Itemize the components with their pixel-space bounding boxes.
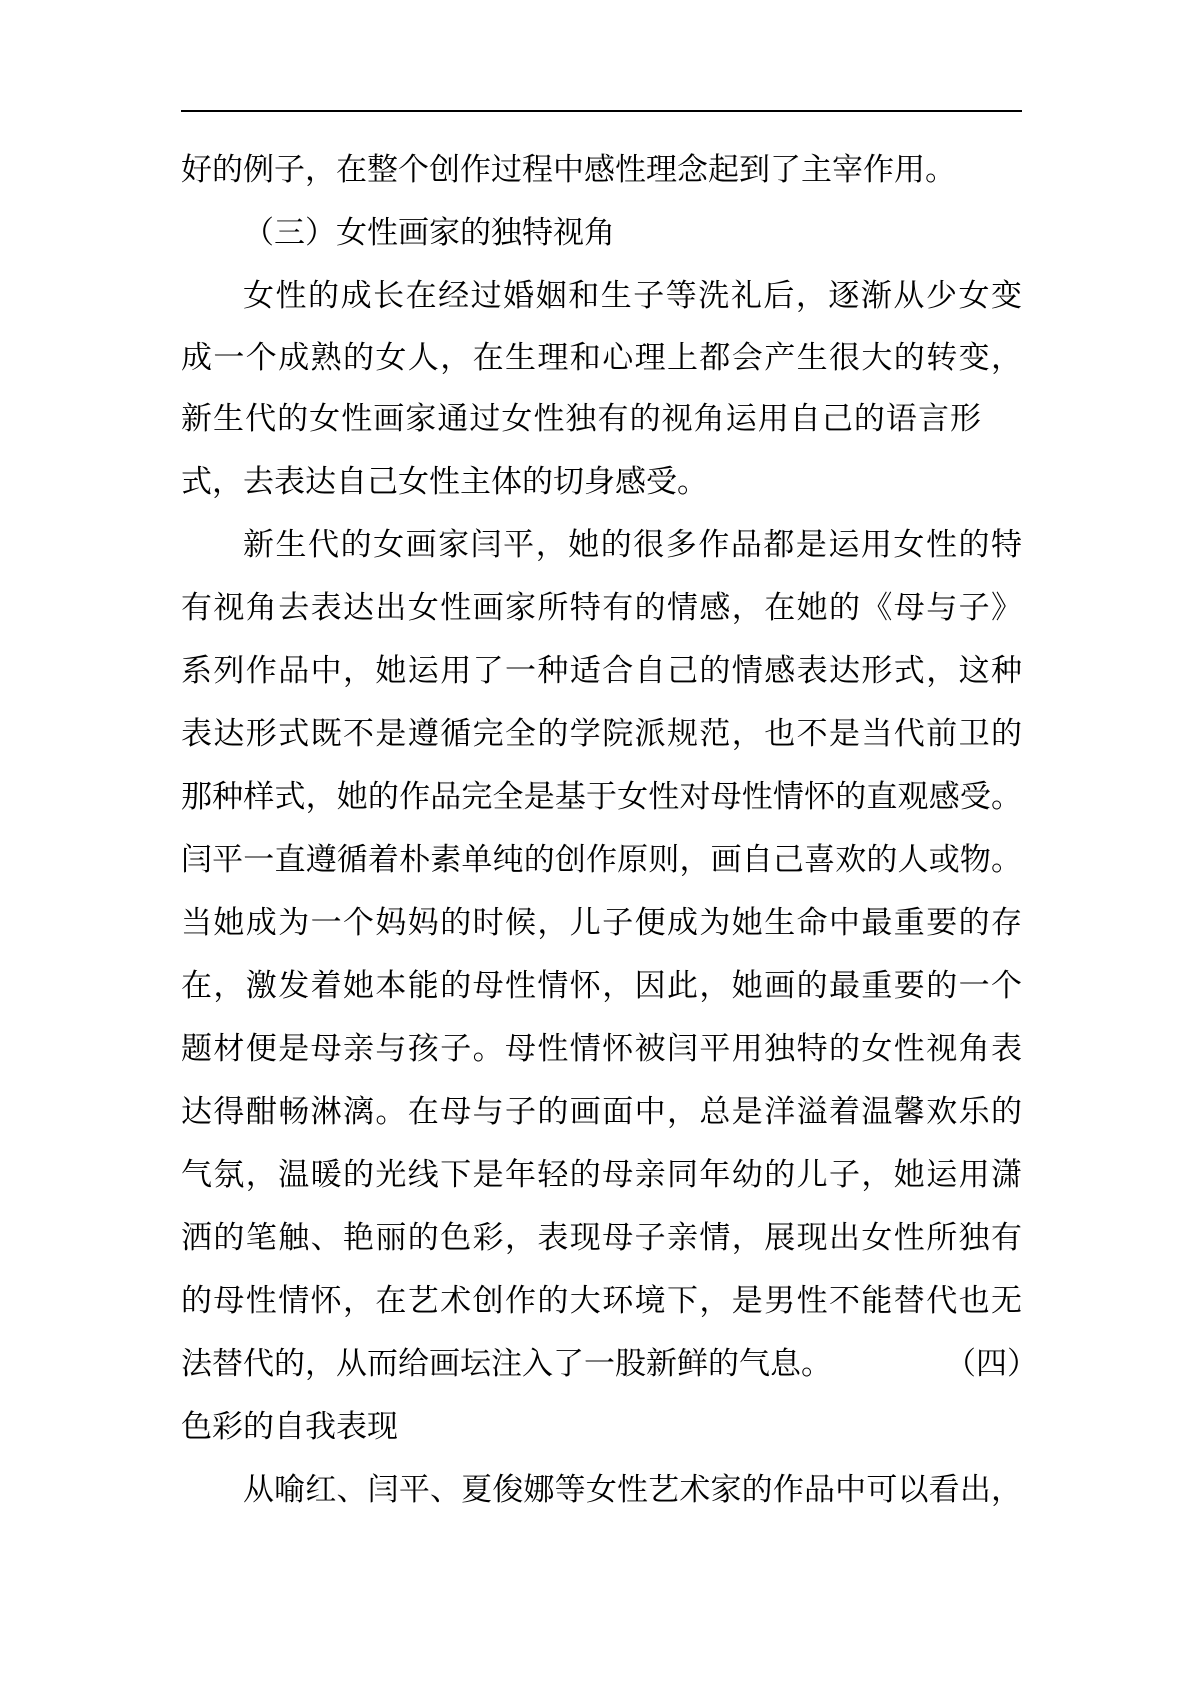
section-heading-3: （三）女性画家的独特视角 — [243, 215, 615, 251]
header-rule — [181, 110, 1022, 112]
paragraph-line: 当她成为一个妈妈的时候，儿子便成为她生命中最重要的存 — [181, 905, 1022, 941]
paragraph-line: 法替代的，从而给画坛注入了一股新鲜的气息。 — [181, 1346, 832, 1382]
paragraph-line: 系列作品中，她运用了一种适合自己的情感表达形式，这种 — [181, 653, 1022, 689]
paragraph-line: 题材便是母亲与孩子。母性情怀被闫平用独特的女性视角表 — [181, 1031, 1022, 1067]
paragraph-line: 式，去表达自己女性主体的切身感受。 — [181, 464, 708, 500]
paragraph-line: 在，激发着她本能的母性情怀，因此，她画的最重要的一个 — [181, 968, 1022, 1004]
paragraph-line: 达得酣畅淋漓。在母与子的画面中，总是洋溢着温馨欢乐的 — [181, 1094, 1022, 1130]
paragraph-line: 好的例子，在整个创作过程中感性理念起到了主宰作用。 — [181, 152, 956, 188]
paragraph-line: 新生代的女画家闫平，她的很多作品都是运用女性的特 — [243, 527, 1022, 563]
paragraph-line: 闫平一直遵循着朴素单纯的创作原则，画自己喜欢的人或物。 — [181, 842, 1022, 878]
paragraph-line: 有视角去表达出女性画家所特有的情感，在她的《母与子》 — [181, 590, 1022, 626]
section-heading-4-number: （四） — [945, 1346, 1038, 1382]
paragraph-line: 成一个成熟的女人，在生理和心理上都会产生很大的转变， — [181, 340, 1022, 376]
paragraph-line: 表达形式既不是遵循完全的学院派规范，也不是当代前卫的 — [181, 716, 1022, 752]
section-heading-4-title: 色彩的自我表现 — [181, 1409, 398, 1445]
paragraph-line: 洒的笔触、艳丽的色彩，表现母子亲情，展现出女性所独有 — [181, 1220, 1022, 1256]
paragraph-line: 从喻红、闫平、夏俊娜等女性艺术家的作品中可以看出， — [243, 1472, 1022, 1508]
paragraph-line: 女性的成长在经过婚姻和生子等洗礼后，逐渐从少女变 — [243, 278, 1022, 314]
paragraph-line: 气氛，温暖的光线下是年轻的母亲同年幼的儿子，她运用潇 — [181, 1157, 1022, 1193]
paragraph-line: 新生代的女性画家通过女性独有的视角运用自己的语言形 — [181, 401, 981, 437]
paragraph-line: 的母性情怀，在艺术创作的大环境下，是男性不能替代也无 — [181, 1283, 1022, 1319]
paragraph-line: 那种样式，她的作品完全是基于女性对母性情怀的直观感受。 — [181, 779, 1022, 815]
